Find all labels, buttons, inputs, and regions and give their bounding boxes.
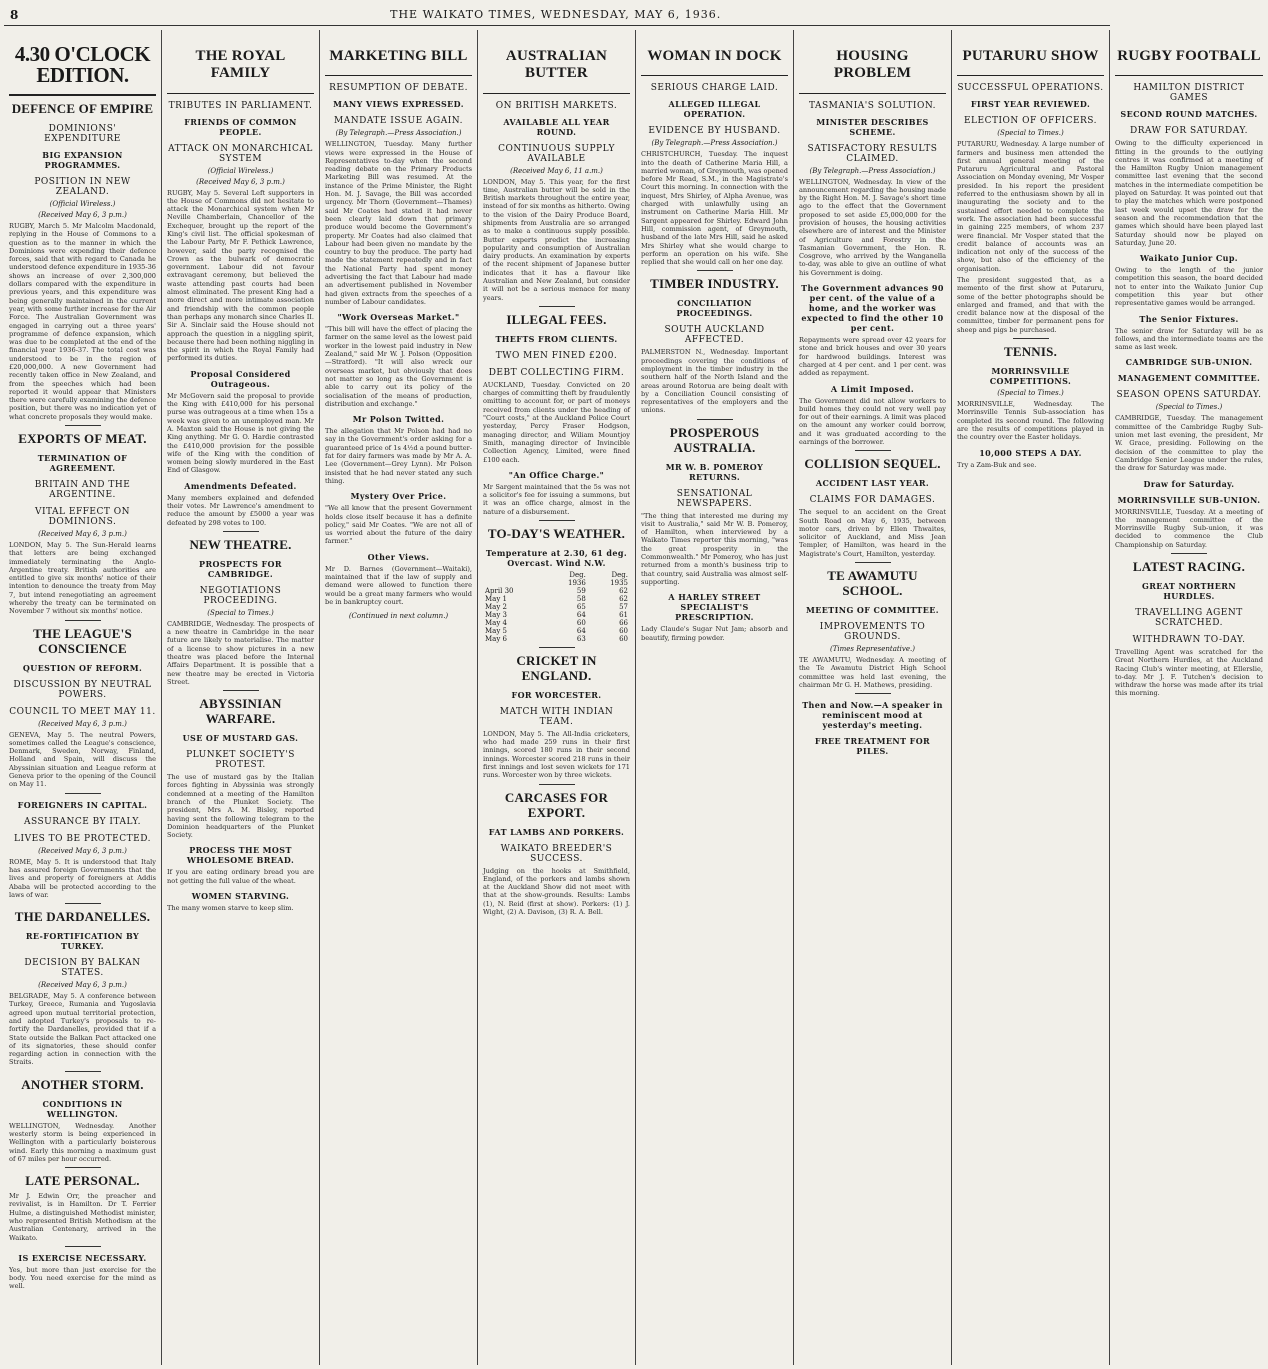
weather-cell: 65 [576, 602, 586, 611]
continuation-note: (Continued in next column.) [348, 612, 449, 621]
article-text: The use of mustard gas by the Italian forces fighting in Abyssinia was strongly condemned at a meeting of the Hamilton branch of the Plunket Society. The president, Mrs A. M. Bisley, reported having sent the following telegram to the Dominion headquarters of the Plunket Society. [167, 773, 314, 840]
dateline: (Received May 6, 3 p.m.) [38, 210, 127, 219]
dateline: (By Telegraph.—Press Association.) [335, 129, 462, 138]
article-text: RUGBY, March 5. Mr Malcolm Macdonald, replying in the House of Commons to a question as to the manner in which the Dominions were expending their defence forces, said that with regard to Canada he understood defence expenditure in 1935-36 shows an increase of over 2,300,000 dollars compared with the expenditure in previous years, and this expenditure was being generally maintained in the current year, with some further increase for the Air Force. The Australian Government was engaged in carrying out a three years' programme of defence expansion, which was due to be completed at the end of the financial year 1936-37. The total cost was understood to be in the region of £20,000,000. A new Government had recently taken office in New Zealand, and from the speeches which had been reported it would appear that Ministers there were carefully examining the defence position, but there was no indication yet of what concrete proposals they would make. [9, 221, 156, 421]
weather-cell: 62 [619, 586, 628, 595]
dateline: (Official Wireless.) [49, 199, 116, 208]
dateline: (Received May 6, 3 p.m.) [196, 177, 285, 186]
article-text: Yes, but more than just exercise for the body. You need exercise for the mind as well. [9, 1265, 156, 1291]
section-heading: ACCIDENT LAST YEAR. [815, 478, 930, 489]
weather-cell: May 6 [485, 634, 507, 643]
section-heading: A Limit Imposed. [830, 383, 915, 394]
dateline: (Received May 6, 3 p.m.) [38, 530, 127, 538]
divider-rule [855, 562, 891, 563]
subheadline: DOMINIONS' EXPENDITURE [44, 123, 121, 144]
weather-cell: 60 [619, 626, 628, 635]
section-heading: CONCILIATION PROCEEDINGS. [676, 298, 753, 319]
article-text: PALMERSTON N., Wednesday. Important proceedings covering the conditions of employment in the timber industry in the southern half of the North Island and the areas around Rotorua are being dealt with by a Conciliation Council consisting of representatives of the employers and the unions. [641, 348, 788, 415]
weather-cell: 64 [576, 626, 586, 635]
headline: THE ROYAL FAMILY [167, 48, 314, 94]
article-text: "We all know that the present Government holds close itself because it has a definite policy," said Mr Coates. "We are not all of us worried about the future of the dairy farmer." [325, 504, 472, 546]
divider-rule [697, 270, 733, 271]
article-text: AUCKLAND, Tuesday. Convicted on 20 charges of committing theft by fraudulently omitting to account for, or part of moneys received from clients under the heading of "Court costs," at the Auckland Police Court yesterday, Percy Fraser Hodgson, managing director, and Wiliam Mountjoy Smith, managing director of Invincible Collection Agency, Limited, were fined £100 each. [483, 380, 630, 464]
weather-row [483, 627, 630, 635]
subheadline: ON BRITISH MARKETS. [495, 100, 618, 111]
article-text: Repayments were spread over 42 years for stone and brick houses and over 30 years for hardwood buildings. Interest was charged at 4 per cent. and 1 per cent. was added as repayment. [799, 336, 946, 378]
dateline: (Special to Times.) [207, 608, 274, 617]
headline: DEFENCE OF EMPIRE [11, 101, 154, 116]
section-heading: SECOND ROUND MATCHES. [1120, 109, 1258, 120]
subheadline: ELECTION OF OFFICERS. [963, 116, 1098, 127]
masthead [4, 4, 1110, 26]
section-heading: CAMBRIDGE SUB-UNION. [1125, 357, 1253, 368]
divider-rule [539, 647, 575, 648]
section-heading: Amendments Defeated. [184, 480, 297, 491]
weather-row [483, 635, 630, 643]
article-text: ROME, May 5. It is understood that Italy has assured foreign Governments that the lives and property of foreigners at Addis Ababa will be protected according to the laws of war. [9, 857, 156, 899]
headline: LATE PERSONAL. [25, 1173, 140, 1189]
subheadline: DISCUSSION BY NEUTRAL POWERS. [13, 679, 152, 700]
headline: CRICKET IN ENGLAND. [516, 652, 597, 683]
headline: AUSTRALIAN BUTTER [483, 48, 630, 94]
article-text: The many women starve to keep slim. [167, 904, 294, 913]
subheadline: SATISFACTORY RESULTS CLAIMED. [807, 143, 938, 164]
article-text: Judging on the hooks at Smithfield, England, of the porkers and lambs shown at the Auckland Show did not meet with that at the show-grounds. Results: Lambs (1), N. Reid (first at show). Porkers: (1) J. Wight, (2) A. Davison, (3) R. A. Bell. [483, 866, 630, 916]
subheadline: VITAL EFFECT ON DOMINIONS. [34, 507, 131, 527]
section-heading: USE OF MUSTARD GAS. [182, 733, 299, 744]
headline: HOUSING PROBLEM [799, 48, 946, 94]
section-heading: FOR WORCESTER. [511, 689, 602, 700]
subheadline: SUCCESSFUL OPERATIONS. [957, 83, 1104, 94]
subheadline: ATTACK ON MONARCHICAL SYSTEM [168, 143, 313, 164]
divider-rule [65, 793, 101, 794]
article-text: TE AWAMUTU, Wednesday. A meeting of the Te Awamutu District High School committee was held last evening, the chairman Mr G. H. Mathews, presiding. [799, 655, 946, 689]
headline: WOMAN IN DOCK [641, 48, 788, 76]
headline: CARCASES FOR EXPORT. [504, 789, 609, 820]
weather-cell: 1935 [610, 578, 628, 587]
subheadline: ASSURANCE BY ITALY. [23, 816, 142, 827]
weather-cell: May 4 [485, 618, 507, 627]
headline: PUTARURU SHOW [957, 48, 1104, 76]
divider-rule [539, 520, 575, 521]
column-6 [794, 30, 952, 1365]
newspaper-title: THE WAIKATO TIMES, WEDNESDAY, MAY 6, 1936. [390, 8, 722, 21]
subheadline: SEASON OPENS SATURDAY. [1116, 390, 1262, 401]
headline: PROSPEROUS AUSTRALIA. [669, 424, 760, 455]
weather-row [483, 587, 630, 595]
column-8 [1110, 30, 1268, 1365]
section-heading: "An Office Charge." [508, 469, 605, 480]
section-heading: 10,000 STEPS A DAY. [979, 447, 1082, 458]
weather-cell: 1936 [568, 578, 586, 587]
subheadline: TRAVELLING AGENT SCRATCHED. [1135, 607, 1243, 628]
weather-header-row [483, 571, 630, 579]
subheadline: LIVES TO BE PROTECTED. [14, 833, 151, 844]
subheadline: RESUMPTION OF DEBATE. [329, 83, 468, 94]
section-heading: RE-FORTIFICATION BY TURKEY. [25, 931, 140, 952]
weather-row [483, 619, 630, 627]
subheadline: CLAIMS FOR DAMAGES. [809, 495, 936, 506]
section-heading: FREE TREATMENT FOR PILES. [814, 736, 931, 757]
article-text: LONDON, May 5. The All-India cricketers, who had made 259 runs in their first innings, scored 180 runs in their second innings. Worcester scored 218 runs in their first innings and lost seven wickets for 171 runs. Worcester won by three wickets. [483, 729, 630, 780]
weather-cell: May 1 [485, 594, 507, 603]
article-text: Try a Zam-Buk and see. [957, 460, 1037, 469]
article-text: Many members explained and defended their votes. Mr Lawrence's amendment to reduce the amount by £5000 a year was defeated by 298 votes to 100. [167, 493, 314, 527]
section-heading: Other Views. [367, 551, 430, 562]
divider-rule [223, 690, 259, 691]
article-text: MORRINSVILLE, Wednesday. The Morrinsville Tennis Sub-association has completed its second round. The following are the results of competitions played in the country over the Easter holidays. [957, 400, 1104, 442]
subheadline: HAMILTON DISTRICT GAMES [1133, 83, 1245, 104]
subheadline: PLUNKET SOCIETY'S PROTEST. [186, 750, 295, 771]
section-heading: The Senior Fixtures. [1139, 313, 1239, 324]
section-heading: QUESTION OF REFORM. [22, 662, 143, 673]
column-2 [162, 30, 320, 1365]
subheadline: TASMANIA'S SOLUTION. [808, 100, 937, 111]
section-heading: IS EXERCISE NECESSARY. [18, 1252, 147, 1263]
headline: TO-DAY'S WEATHER. [487, 526, 626, 542]
subheadline: IMPROVEMENTS TO GROUNDS. [819, 621, 926, 642]
article-text: CAMBRIDGE, Tuesday. The management committee of the Cambridge Rugby Sub-union met last evening, the president, Mr W. Grace, presiding. Following on the decision of the committee to play the Cambridge Senior League under the rules, the draw for Saturday was made. [1115, 414, 1263, 473]
dateline: (By Telegraph.—Press Association.) [651, 139, 778, 148]
divider-rule [65, 1167, 101, 1168]
section-heading: Draw for Saturday. [1143, 478, 1235, 489]
article-text: The sequel to an accident on the Great South Road on May 6, 1935, between motor cars, driven by Ellen Thwaites, solicitor of Auckland, and Miss Jean Templer, of Hamilton, was heard in the Magistrate's Court, Hamilton, yesterday. [799, 508, 946, 558]
divider-rule [697, 419, 733, 420]
section-heading: WOMEN STARVING. [191, 891, 290, 902]
divider-rule [855, 693, 891, 694]
weather-cell: 58 [576, 594, 586, 603]
section-heading: MORRINSVILLE SUB-UNION. [1117, 494, 1261, 505]
section-heading: Mr Polson Twitted. [352, 414, 445, 425]
headline: TE AWAMUTU SCHOOL. [827, 568, 918, 598]
subheadline: DRAW FOR SATURDAY. [1129, 126, 1249, 137]
section-heading: MANAGEMENT COMMITTEE. [1117, 373, 1261, 384]
subheadline: MATCH WITH INDIAN TEAM. [499, 706, 614, 727]
weather-table [483, 571, 630, 643]
article-text: Owing to the length of the junior competition this season, the board decided not to enter into the Waikato Junior Cup competition this year but other representative games would be arranged. [1115, 266, 1263, 308]
divider-rule [65, 620, 101, 621]
subheadline: BRITAIN AND THE ARGENTINE. [34, 480, 131, 500]
headline: MARKETING BILL [325, 48, 472, 76]
headline: THE LEAGUE'S CONSCIENCE [33, 625, 132, 656]
divider-rule [1013, 338, 1049, 339]
subheadline: WITHDRAWN TO-DAY. [1132, 634, 1246, 645]
section-heading: THEFTS FROM CLIENTS. [495, 333, 618, 344]
article-text: The president suggested that, as a memento of the first show at Putaruru, some of the better photographs should be enlarged and framed, and that with the credit balance now at the disposal of the committee, timber for permanent pens for sheep and pigs be purchased. [957, 276, 1104, 334]
weather-cell: 57 [619, 602, 628, 611]
weather-cell [483, 579, 546, 587]
article-text: Mr D. Barnes (Government—Waitaki), maintained that if the law of supply and demand were allowed to function there would be a great many farmers who would be in bankruptcy court. [325, 564, 472, 606]
section-heading: "Work Overseas Market." [337, 312, 460, 323]
subheadline: DEBT COLLECTING FIRM. [488, 367, 625, 378]
article-text: PUTARURU, Wednesday. A large number of farmers and business men attended the first annual general meeting of the Putaruru Agricultural and Pastoral Association on Monday evening, Mr Vosper presided. In his report the president referred to the enthusiasm shown by all in inaugurating the society and to the sustained effort needed to complete the work. The association had been successful in gaining 225 members, of whom 237 were financial. Mr Vosper stated that the credit balance of accounts was an indication not only of the success of the show, but also of the efficiency of the organisation. [957, 140, 1104, 273]
article-text: Lady Claude's Sugar Nut Jam; absorb and beautify, firming powder. [641, 625, 788, 642]
columns [4, 30, 1263, 1365]
article-text: RUGBY, May 5. Several Left supporters in the House of Commons did not hesitate to attack the Monarchical system when Mr Neville Chamberlain, Chancellor of the Exchequer, brought up the report of the King's civil list. The official spokesman of the Labour Party, Mr F. Pethick Lawrence, however, said the party recognised the Crown as the bulwark of democratic government. Labour did not favour extravagant ceremony, but believed the waste attending past courts had been almost eliminated. The present King had a more direct and more intimate association and friendship with the common people than perhaps any monarch since Charles II. Sir A. Sinclair said the House should not approach the question in a niggling spirit, because there had been nothing niggling in the spirit in which the Royal Family had performed its duties. [167, 188, 314, 363]
section-heading: PROSPECTS FOR CAMBRIDGE. [199, 558, 282, 579]
article-text: CAMBRIDGE, Wednesday. The prospects of a new theatre in Cambridge in the near future are likely to materialise. The matter of a license to show pictures in a new theatre was placed before the Internal Affairs Department. It is possible that a new theatre may be erected in Victoria Street. [167, 619, 314, 686]
section-heading: MEETING OF COMMITTEE. [806, 604, 939, 615]
section-heading: BIG EXPANSION PROGRAMMES. [42, 149, 123, 170]
dateline: (Received May 6, 3 p.m.) [38, 981, 127, 990]
section-heading: FOREIGNERS IN CAPITAL. [17, 799, 148, 810]
weather-row [483, 595, 630, 603]
weather-row [483, 611, 630, 619]
divider-rule [65, 903, 101, 904]
weather-year-row [483, 579, 630, 587]
section-heading: MINISTER DESCRIBES SCHEME. [816, 116, 929, 137]
column-1 [4, 30, 162, 1365]
weather-cell: April 30 [485, 586, 514, 595]
section-heading: FIRST YEAR REVIEWED. [970, 99, 1091, 110]
headline: RUGBY FOOTBALL [1115, 48, 1263, 76]
headline: NEW THEATRE. [189, 536, 292, 552]
article-text: Owing to the difficulty experienced in fitting in the grounds to the outlying centres it was confirmed at a meeting of the Hamilton Rugby Union management committee last evening that the second matches in the intermediate competition be played on Saturday. It was pointed out that to play the matches which were postponed last week would upset the draw for the season and the recommendation that the games which should have been played last Saturday should now be played on Saturday, June 20. [1115, 139, 1263, 247]
headline: THE DARDANELLES. [14, 909, 151, 925]
dateline: (Special to Times.) [1155, 403, 1223, 412]
article-text: The allegation that Mr Polson had had no say in the Government's order asking for a guaranteed price of 1s 4½d a pound butter-fat for dairy farmers was made by Mr A. A. Lee (Government—Grey Lynn). Mr Polson insisted that he had never stated any such thing. [325, 427, 472, 485]
section-heading: TERMINATION OF AGREEMENT. [37, 453, 128, 473]
weather-row [483, 603, 630, 611]
divider-rule [65, 1246, 101, 1247]
article-text: WELLINGTON, Wednesday. In view of the announcement regarding the housing made by the Right Hon. M. J. Savage's short time ago to the effect that the Government proposed to set aside £5,000,000 for the provision of houses, the housing activities elsewhere are of interest and the Minister of Agriculture and Forestry in the Tasmanian Government, the Hon. R. Cosgrove, who arrived by the Wanganella to-day, was able to give an outline of what his Government is doing. [799, 177, 946, 277]
article-text: Mr J. Edwin Orr, the preacher and revivalist, is in Hamilton. Dr T. Ferrier Hulme, a distinguished Methodist minister, who represented British Methodism at the Australian Centenary, arrived in the Waikato. [9, 1192, 156, 1242]
section-heading: Then and Now.—A speaker in reminiscent mood at yesterday's meeting. [802, 700, 943, 731]
weather-cell: Deg. [569, 570, 586, 579]
headline: ILLEGAL FEES. [506, 311, 607, 327]
article-text: Travelling Agent was scratched for the Great Northern Hurdles, at the Auckland Racing Club's winter meeting, at Ellerslie, to-day. Mr J. F. Tutchen's decision to withdraw the horse was made after its trial this morning. [1115, 647, 1263, 698]
subheadline: CONTINUOUS SUPPLY AVAILABLE [498, 143, 615, 164]
weather-cell [483, 571, 546, 579]
section-heading: GREAT NORTHERN HURDLES. [1141, 580, 1237, 601]
subheadline: NEGOTIATIONS PROCEEDING. [199, 585, 282, 606]
subheadline: SERIOUS CHARGE LAID. [650, 83, 779, 94]
headline: ABYSSINIAN WARFARE. [199, 696, 282, 727]
divider-rule [65, 425, 101, 426]
subheadline: POSITION IN NEW ZEALAND. [34, 176, 131, 197]
section-heading: MORRINSVILLE COMPETITIONS. [989, 366, 1072, 387]
dateline: (Times Representative.) [830, 644, 915, 653]
section-heading: MANY VIEWS EXPRESSED. [333, 99, 464, 110]
section-heading: Temperature at 2.30, 61 deg. Overcast. Wind N.W. [485, 547, 628, 568]
section-heading: CONDITIONS IN WELLINGTON. [42, 1098, 123, 1119]
divider-rule [1171, 553, 1207, 554]
section-heading: Mystery Over Price. [350, 491, 447, 502]
headline: EXPORTS OF MEAT. [18, 431, 147, 447]
divider-rule [855, 450, 891, 451]
article-text: If you are eating ordinary bread you are not getting the full value of the wheat. [167, 868, 314, 885]
subheadline: EVIDENCE BY HUSBAND. [648, 126, 781, 137]
dateline: (Official Wireless.) [207, 166, 274, 175]
article-text: "This bill will have the effect of placing the farmer on the same level as the lowest paid worker in the lowest paid industry in New Zealand," said Mr W. J. Polson (Opposition—Stratford). "It will also wreck our overseas market, but obviously that does not matter so long as the Government is able to carry out its policy of the socialisation of the means of production, distribution and exchange." [325, 325, 472, 408]
weather-cell: 60 [619, 634, 628, 643]
dateline: (Received May 6, 3 p.m.) [38, 846, 127, 855]
subheadline: MANDATE ISSUE AGAIN. [334, 116, 463, 127]
subheadline: WAIKATO BREEDER'S SUCCESS. [500, 843, 613, 864]
dateline: (Special to Times.) [997, 129, 1064, 138]
headline: TENNIS. [1003, 344, 1058, 360]
dateline: (By Telegraph.—Press Association.) [809, 166, 936, 175]
article-text: The senior draw for Saturday will be as follows, and the intermediate teams are the same as last week. [1115, 326, 1263, 352]
subheadline: TWO MEN FINED £200. [495, 350, 618, 361]
section-heading: MR W. B. POMEROY RETURNS. [665, 461, 764, 482]
weather-cell: 64 [576, 610, 586, 619]
divider-rule [539, 306, 575, 307]
section-heading: A HARLEY STREET SPECIALIST'S PRESCRIPTION. [668, 592, 761, 623]
article-text: LONDON, May 5. This year, for the first time, Australian butter will be sold in the British markets throughout the entire year, instead of for six months as hitherto. Owing to the vision of the Dairy Produce Board, shipments from Australia are so arranged as to make a continuous supply possible. Butter experts predict the increasing popularity and consumption of Australian dairy products. An examination by experts of the recent shipment of Japanese butter indicates that it has a flavour like Australian and New Zealand, but consider it will not be a serious menace for many years. [483, 177, 630, 302]
subheadline: DECISION BY BALKAN STATES. [24, 958, 141, 979]
subheadline: SENSATIONAL NEWSPAPERS. [676, 488, 753, 509]
article-text: MORRINSVILLE, Tuesday. At a meeting of the management committee of the Morrinsville Rugby Sub-union, it was decided to commence the Club Championship on Saturday. [1115, 507, 1263, 549]
section-heading: Waikato Junior Cup. [1139, 253, 1238, 264]
subheadline: TRIBUTES IN PARLIAMENT. [168, 100, 313, 111]
section-heading: FAT LAMBS AND PORKERS. [488, 826, 625, 837]
divider-rule [539, 784, 575, 785]
column-5 [636, 30, 794, 1365]
edition-banner: 4.30 O'CLOCK EDITION. [9, 30, 156, 96]
section-heading: FRIENDS OF COMMON PEOPLE. [184, 116, 297, 137]
divider-rule [223, 531, 259, 532]
headline: TIMBER INDUSTRY. [650, 276, 779, 292]
weather-cell: May 2 [485, 602, 507, 611]
dateline: (Received May 6, 11 a.m.) [510, 166, 603, 175]
article-text: CHRISTCHURCH, Tuesday. The inquest into the death of Catherine Maria Hill, a married woman, of Greymouth, was opened before Mr Read, S.M., in the Magistrate's Court this morning. In connection with the inquest, Mrs Shirley, of Alpha Avenue, was charged with unlawfully using an instrument on Catherine Maria Hill. Mr Sargent appeared for Shirley. Edward John Hill, commission agent, of Greymouth, husband of the late Mrs Hill, said he asked Mrs Shirley what she would charge to perform an operation on his wife. She replied that she would call on her one day. [641, 150, 788, 267]
weather-cell: May 3 [485, 610, 507, 619]
subheadline: SOUTH AUCKLAND AFFECTED. [664, 325, 765, 346]
newspaper-page [4, 4, 1263, 1365]
article-text: Mr McGovern said the proposal to provide the King with £410,000 for his personal purse was outrageous at a time when 15s a week was given to an unemployed man. Mr A. Maxton said the House is not giving the King anything. Mr G. O. Hardie contrasted the £410,000 provision for the possible wife of the King with the condition of women being slowly murdered in the East End of Glasgow. [167, 391, 314, 475]
weather-cell: 62 [619, 594, 628, 603]
headline: COLLISION SEQUEL. [804, 456, 941, 472]
article-text: LONDON, May 5. The Sun-Herald learns that letters are being exchanged immediately terminating the Anglo-Argentine treaty. British authorities are entitled to give six months' notice of their intention to denounce the treaty from May 7, but intend renegotiating an agreement whereby the treaty can be terminated on November 7 without six months' notice. [9, 541, 156, 616]
weather-cell: 61 [619, 610, 628, 619]
dateline: (Special to Times.) [997, 389, 1064, 398]
article-text: WELLINGTON, Wednesday. Another westerly storm is being experienced in Wellington with a particularly boisterous wind. Early this morning a maximum gust of 67 miles per hour occurred. [9, 1121, 156, 1163]
subheadline: COUNCIL TO MEET MAY 11. [9, 706, 156, 717]
section-heading: AVAILABLE ALL YEAR ROUND. [503, 116, 610, 137]
weather-cell: Deg. [611, 570, 628, 579]
page-number: 8 [10, 7, 20, 22]
article-text: The Government did not allow workers to build homes they could not very well pay for out of their earnings. A limit was placed on the amount any worker could borrow, and it was graduated according to the earnings of the borrower. [799, 396, 946, 447]
article-text: BELGRADE, May 5. A conference between Turkey, Greece, Rumania and Yugoslavia agreed upon mutual territorial protection, and adopted Turkey's proposals to re-fortify the Dardanelles, provided that if a State outside the Balkan Pact attacked one of its signatories, these should confer regarding action in connection with the Straits. [9, 992, 156, 1067]
column-7 [952, 30, 1110, 1365]
weather-cell: 60 [576, 618, 586, 627]
weather-cell: 63 [576, 634, 586, 643]
dateline: (Received May 6, 3 p.m.) [38, 719, 127, 728]
column-4 [478, 30, 636, 1365]
headline: LATEST RACING. [1132, 559, 1246, 575]
article-text: "The thing that interested me during my visit to Australia," said Mr W. B. Pomeroy, of Hamilton, when interviewed by a Waikato Times reporter this morning, "was the great prosperity in the Commonwealth." Mr Pomeroy, who has just returned from a month's business trip to that country, said Australia was almost self-supporting. [641, 511, 788, 586]
section-heading: PROCESS THE MOST WHOLESOME BREAD. [186, 845, 295, 866]
headline: ANOTHER STORM. [21, 1076, 144, 1092]
weather-cell: 66 [619, 618, 628, 627]
article-text: WELLINGTON, Tuesday. Many further views were expressed in the House of Representatives to-day when the second reading debate on the Primary Products Marketing Bill was resumed. At the instance of the Prime Minister, the Right Hon. M. J. Savage, the Bill was accorded urgency. Mr Thorn (Government—Thames) said Mr Coates had stated it had never been clearly laid down that primary produce would become the Government's property. Mr Coates had also claimed that Labour had been given no mandate by the country to buy the produce. The party had made the statement repeatedly and in fact the National Party had spent money advertising the fact that Labour had made an advertisement published in November had given extracts from the speeches of a number of Labour candidates. [325, 140, 472, 306]
weather-cell: 59 [576, 586, 586, 595]
section-heading: ALLEGED ILLEGAL OPERATION. [668, 99, 761, 120]
section-heading: The Government advances 90 per cent. of the value of a home, and the worker was expected to find the other 10 per cent. [801, 283, 944, 334]
divider-rule [65, 1071, 101, 1072]
section-heading: Proposal Considered Outrageous. [190, 368, 291, 389]
article-text: Mr Sargent maintained that the 5s was not a solicitor's fee for issuing a summons, but it was an office charge, almost in the nature of a disbursement. [483, 482, 630, 516]
weather-cell: May 5 [485, 626, 507, 635]
article-text: GENEVA, May 5. The neutral Powers, sometimes called the League's conscience, Denmark, Sweden, Norway, Finland, Holland and Spain, will discuss the Abyssinian situation and League reform at Geneva prior to the opening of the Council on May 11. [9, 730, 156, 789]
column-3 [320, 30, 478, 1365]
